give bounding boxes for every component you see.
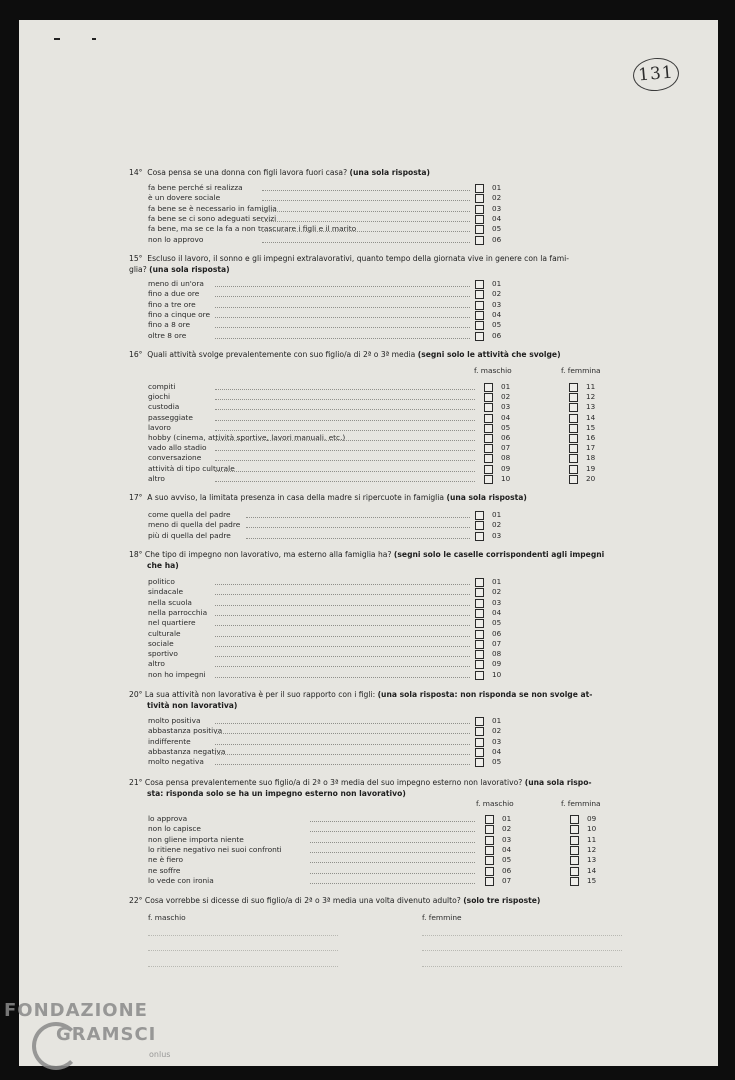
leader-dots xyxy=(215,723,470,724)
ink-mark xyxy=(92,38,96,40)
option-code: 05 xyxy=(492,618,502,628)
leader-dots xyxy=(215,307,470,308)
option-label: non lo capisce xyxy=(148,824,201,834)
female-code: 12 xyxy=(587,844,597,854)
option-code: 06 xyxy=(492,330,502,340)
option-checkbox[interactable] xyxy=(475,205,484,214)
female-code: 15 xyxy=(587,875,597,885)
option-label: hobby (cinema, attività sportive, lavori manuali, etc.) xyxy=(148,433,346,442)
option-label: sindacale xyxy=(148,587,184,597)
option-label: custodia xyxy=(148,402,180,412)
option-code: 03 xyxy=(492,530,502,540)
option-code: 01 xyxy=(492,716,502,725)
option-code: 06 xyxy=(492,628,502,638)
option-label: fino a tre ore xyxy=(148,299,196,309)
leader-dots xyxy=(262,200,470,201)
male-code: 09 xyxy=(501,463,511,473)
option-checkbox[interactable] xyxy=(475,301,484,310)
male-checkbox[interactable] xyxy=(484,475,493,484)
option-label: abbastanza positiva xyxy=(148,726,223,736)
female-checkbox[interactable] xyxy=(570,867,579,876)
male-code: 03 xyxy=(501,402,511,412)
option-checkbox[interactable] xyxy=(475,332,484,341)
option-code: 10 xyxy=(492,669,502,679)
question-14: 14° Cosa pensa se una donna con figli lavora fuori casa? (una sola risposta) xyxy=(129,168,430,177)
option-code: 02 xyxy=(492,726,502,736)
option-code: 04 xyxy=(492,309,502,319)
female-code: 15 xyxy=(586,422,596,432)
option-code: 01 xyxy=(492,577,502,586)
male-checkbox[interactable] xyxy=(484,403,493,412)
option-label: più di quella del padre xyxy=(148,530,231,540)
option-label: lo vede con ironia xyxy=(148,875,214,885)
option-label: passeggiate xyxy=(148,412,193,422)
option-label: nella parrocchia xyxy=(148,607,208,617)
leader-dots xyxy=(215,754,470,755)
option-label: fa bene se è necessario in famiglia xyxy=(148,203,277,213)
option-checkbox[interactable] xyxy=(475,184,484,193)
leader-dots xyxy=(310,873,475,874)
female-checkbox[interactable] xyxy=(569,414,578,423)
female-checkbox[interactable] xyxy=(570,825,579,834)
option-checkbox[interactable] xyxy=(475,660,484,669)
female-code: 20 xyxy=(586,473,596,483)
male-checkbox[interactable] xyxy=(485,825,494,834)
page-number-stamp: 131 xyxy=(632,56,681,93)
option-code: 02 xyxy=(492,587,502,597)
male-checkbox[interactable] xyxy=(484,393,493,402)
male-code: 07 xyxy=(502,875,512,885)
option-checkbox[interactable] xyxy=(475,236,484,245)
leader-dots xyxy=(262,231,470,232)
leader-dots xyxy=(215,317,470,318)
option-code: 06 xyxy=(492,234,502,244)
option-checkbox[interactable] xyxy=(475,630,484,639)
leader-dots xyxy=(310,883,475,884)
leader-dots xyxy=(246,527,470,528)
option-label: fa bene perché si realizza xyxy=(148,183,243,192)
column-header-male: f. maschio xyxy=(474,366,512,375)
leader-dots xyxy=(215,744,470,745)
option-checkbox[interactable] xyxy=(475,619,484,628)
option-label: nella scuola xyxy=(148,597,192,607)
male-checkbox[interactable] xyxy=(485,836,494,845)
answer-line[interactable] xyxy=(422,950,622,951)
option-code: 05 xyxy=(492,757,502,767)
leader-dots xyxy=(262,242,470,243)
female-checkbox[interactable] xyxy=(570,815,579,824)
leader-dots xyxy=(262,211,470,212)
leader-dots xyxy=(215,296,470,297)
leader-dots xyxy=(310,842,475,843)
male-checkbox[interactable] xyxy=(484,465,493,474)
option-label: molto positiva xyxy=(148,716,201,725)
leader-dots xyxy=(215,327,470,328)
option-label: non ho impegni xyxy=(148,669,206,679)
option-checkbox[interactable] xyxy=(475,650,484,659)
option-checkbox[interactable] xyxy=(475,758,484,767)
option-code: 02 xyxy=(492,289,502,299)
female-checkbox[interactable] xyxy=(569,465,578,474)
answer-line[interactable] xyxy=(148,950,338,951)
male-code: 03 xyxy=(502,834,512,844)
option-code: 01 xyxy=(492,279,502,288)
male-code: 08 xyxy=(501,453,511,463)
option-label: ne soffre xyxy=(148,865,181,875)
option-checkbox[interactable] xyxy=(475,225,484,234)
option-label: politico xyxy=(148,577,175,586)
option-code: 01 xyxy=(492,510,502,519)
option-checkbox[interactable] xyxy=(475,194,484,203)
option-checkbox[interactable] xyxy=(475,521,484,530)
option-label: compiti xyxy=(148,382,176,391)
female-checkbox[interactable] xyxy=(569,424,578,433)
option-label: abbastanza negativa xyxy=(148,746,226,756)
female-checkbox[interactable] xyxy=(570,877,579,886)
male-code: 05 xyxy=(502,855,512,865)
leader-dots xyxy=(262,190,470,191)
option-checkbox[interactable] xyxy=(475,748,484,757)
female-checkbox[interactable] xyxy=(569,393,578,402)
female-code: 19 xyxy=(586,463,596,473)
female-code: 18 xyxy=(586,453,596,463)
answer-line[interactable] xyxy=(148,966,338,967)
leader-dots xyxy=(310,862,475,863)
option-label: fino a 8 ore xyxy=(148,320,191,330)
option-label: vado allo stadio xyxy=(148,443,207,453)
male-checkbox[interactable] xyxy=(485,877,494,886)
option-label: conversazione xyxy=(148,453,202,463)
female-checkbox[interactable] xyxy=(570,846,579,855)
male-checkbox[interactable] xyxy=(484,454,493,463)
option-label: sportivo xyxy=(148,649,178,659)
female-code: 10 xyxy=(587,824,597,834)
leader-dots xyxy=(215,677,470,678)
option-label: oltre 8 ore xyxy=(148,330,187,340)
option-code: 03 xyxy=(492,203,502,213)
male-checkbox[interactable] xyxy=(485,846,494,855)
leader-dots xyxy=(215,286,470,287)
option-checkbox[interactable] xyxy=(475,717,484,726)
option-label: sociale xyxy=(148,638,174,648)
female-checkbox[interactable] xyxy=(569,383,578,392)
leader-dots xyxy=(310,821,475,822)
option-checkbox[interactable] xyxy=(475,280,484,289)
option-label: fino a cinque ore xyxy=(148,309,211,319)
male-code: 06 xyxy=(502,865,512,875)
leader-dots xyxy=(215,666,470,667)
question-21: 21° Cosa pensa prevalentemente suo figlio/a di 2ª o 3ª media del suo impegno esterno non lavorativo? (una sola rispo- sta: risponda solo se ha un impegno esterno non lavorativo) xyxy=(129,778,592,798)
option-label: giochi xyxy=(148,392,171,402)
leader-dots xyxy=(215,764,470,765)
question-20: 20° La sua attività non lavorativa è per il suo rapporto con i figli: (una sola risposta: non risponda se non svolge at- tività non lavorativa) xyxy=(129,690,593,710)
leader-dots xyxy=(215,389,475,390)
male-code: 07 xyxy=(501,443,511,453)
column-header-male: f. maschio xyxy=(476,799,514,808)
leader-dots xyxy=(215,636,470,637)
male-code: 01 xyxy=(501,382,511,391)
option-checkbox[interactable] xyxy=(475,599,484,608)
option-checkbox[interactable] xyxy=(475,511,484,520)
leader-dots xyxy=(215,584,470,585)
leader-dots xyxy=(215,420,475,421)
female-checkbox[interactable] xyxy=(570,836,579,845)
option-checkbox[interactable] xyxy=(475,311,484,320)
option-label: lo ritiene negativo nei suoi confronti xyxy=(148,844,282,854)
female-checkbox[interactable] xyxy=(569,434,578,443)
leader-dots xyxy=(215,733,470,734)
option-checkbox[interactable] xyxy=(475,578,484,587)
leader-dots xyxy=(246,538,470,539)
option-label: nel quartiere xyxy=(148,618,196,628)
option-label: attività di tipo culturale xyxy=(148,463,235,473)
option-label: fino a due ore xyxy=(148,289,200,299)
option-checkbox[interactable] xyxy=(475,532,484,541)
column-header-female: f. femmine xyxy=(422,913,462,922)
option-label: culturale xyxy=(148,628,181,638)
leader-dots xyxy=(215,460,475,461)
answer-line[interactable] xyxy=(422,966,622,967)
option-label: lavoro xyxy=(148,422,171,432)
option-checkbox[interactable] xyxy=(475,321,484,330)
leader-dots xyxy=(215,409,475,410)
option-label: lo approva xyxy=(148,814,188,823)
leader-dots xyxy=(215,646,470,647)
option-checkbox[interactable] xyxy=(475,671,484,680)
option-code: 09 xyxy=(492,659,502,669)
option-code: 04 xyxy=(492,746,502,756)
option-label: non gliene importa niente xyxy=(148,834,244,844)
male-checkbox[interactable] xyxy=(484,424,493,433)
question-17: 17° A suo avviso, la limitata presenza in casa della madre si ripercuote in famiglia (una sola risposta) xyxy=(129,493,527,502)
male-checkbox[interactable] xyxy=(484,383,493,392)
leader-dots xyxy=(215,625,470,626)
female-code: 13 xyxy=(587,855,597,865)
male-checkbox[interactable] xyxy=(484,414,493,423)
female-code: 11 xyxy=(587,834,597,844)
option-checkbox[interactable] xyxy=(475,640,484,649)
option-checkbox[interactable] xyxy=(475,290,484,299)
leader-dots xyxy=(310,852,475,853)
leader-dots xyxy=(215,440,475,441)
option-code: 04 xyxy=(492,607,502,617)
female-checkbox[interactable] xyxy=(569,454,578,463)
option-checkbox[interactable] xyxy=(475,727,484,736)
option-label: fa bene, ma se ce la fa a non trascurare i figli e il marito xyxy=(148,224,357,234)
ink-mark xyxy=(54,38,60,40)
column-header-female: f. femmina xyxy=(561,799,601,808)
female-code: 17 xyxy=(586,443,596,453)
option-checkbox[interactable] xyxy=(475,215,484,224)
male-code: 06 xyxy=(501,433,511,442)
question-15: 15° Escluso il lavoro, il sonno e gli impegni extralavorativi, quanto tempo della giornata vive in genere con la fami- glia? (una sola risposta) xyxy=(129,254,569,274)
option-code: 05 xyxy=(492,320,502,330)
leader-dots xyxy=(215,605,470,606)
option-label: meno di un'ora xyxy=(148,279,204,288)
option-code: 03 xyxy=(492,299,502,309)
option-label: molto negativa xyxy=(148,757,204,767)
female-checkbox[interactable] xyxy=(569,475,578,484)
female-code: 13 xyxy=(586,402,596,412)
male-code: 02 xyxy=(502,824,512,834)
watermark-line-1: FONDAZIONE xyxy=(4,1000,148,1021)
leader-dots xyxy=(215,481,475,482)
option-label: altro xyxy=(148,659,165,669)
leader-dots xyxy=(310,831,475,832)
leader-dots xyxy=(215,430,475,431)
option-label: come quella del padre xyxy=(148,510,231,519)
option-code: 02 xyxy=(492,193,502,203)
option-checkbox[interactable] xyxy=(475,609,484,618)
male-code: 02 xyxy=(501,392,511,402)
female-code: 09 xyxy=(587,814,597,823)
option-code: 03 xyxy=(492,736,502,746)
female-code: 11 xyxy=(586,382,596,391)
leader-dots xyxy=(215,338,470,339)
female-checkbox[interactable] xyxy=(569,403,578,412)
male-code: 10 xyxy=(501,473,511,483)
option-code: 01 xyxy=(492,183,502,192)
option-label: indifferente xyxy=(148,736,191,746)
leader-dots xyxy=(246,517,470,518)
male-checkbox[interactable] xyxy=(484,444,493,453)
female-code: 12 xyxy=(586,392,596,402)
male-checkbox[interactable] xyxy=(484,434,493,443)
option-label: ne è fiero xyxy=(148,855,184,865)
female-code: 14 xyxy=(587,865,597,875)
female-code: 16 xyxy=(586,433,596,442)
leader-dots xyxy=(215,594,470,595)
male-checkbox[interactable] xyxy=(485,867,494,876)
question-16: 16° Quali attività svolge prevalentemente con suo figlio/a di 2ª o 3ª media (segni solo le attività che svolge) xyxy=(129,350,561,359)
option-code: 05 xyxy=(492,224,502,234)
question-22: 22° Cosa vorrebbe si dicesse di suo figlio/a di 2ª o 3ª media una volta divenuto adulto? (solo tre risposte) xyxy=(129,896,541,905)
option-label: è un dovere sociale xyxy=(148,193,221,203)
male-checkbox[interactable] xyxy=(485,856,494,865)
female-code: 14 xyxy=(586,412,596,422)
option-code: 08 xyxy=(492,649,502,659)
option-code: 04 xyxy=(492,213,502,223)
leader-dots xyxy=(215,399,475,400)
option-label: altro xyxy=(148,473,165,483)
option-label: fa bene se ci sono adeguati servizi xyxy=(148,213,277,223)
leader-dots xyxy=(215,450,475,451)
male-code: 01 xyxy=(502,814,512,823)
answer-line[interactable] xyxy=(422,935,622,936)
female-checkbox[interactable] xyxy=(570,856,579,865)
option-code: 03 xyxy=(492,597,502,607)
leader-dots xyxy=(215,656,470,657)
leader-dots xyxy=(215,471,475,472)
male-checkbox[interactable] xyxy=(485,815,494,824)
option-code: 07 xyxy=(492,638,502,648)
option-checkbox[interactable] xyxy=(475,588,484,597)
male-code: 05 xyxy=(501,422,511,432)
male-code: 04 xyxy=(502,844,512,854)
watermark-line-2: GRAMSCI xyxy=(56,1024,157,1045)
option-checkbox[interactable] xyxy=(475,738,484,747)
option-label: meno di quella del padre xyxy=(148,520,241,530)
question-18: 18° Che tipo di impegno non lavorativo, ma esterno alla famiglia ha? (segni solo le caselle corrispondenti agli impegni che ha) xyxy=(129,550,605,570)
female-checkbox[interactable] xyxy=(569,444,578,453)
column-header-female: f. femmina xyxy=(561,366,601,375)
leader-dots xyxy=(215,615,470,616)
watermark-line-3: onlus xyxy=(149,1050,171,1059)
option-code: 02 xyxy=(492,520,502,530)
option-label: non lo approvo xyxy=(148,234,204,244)
answer-line[interactable] xyxy=(148,935,338,936)
male-code: 04 xyxy=(501,412,511,422)
column-header-male: f. maschio xyxy=(148,913,186,922)
leader-dots xyxy=(262,221,470,222)
